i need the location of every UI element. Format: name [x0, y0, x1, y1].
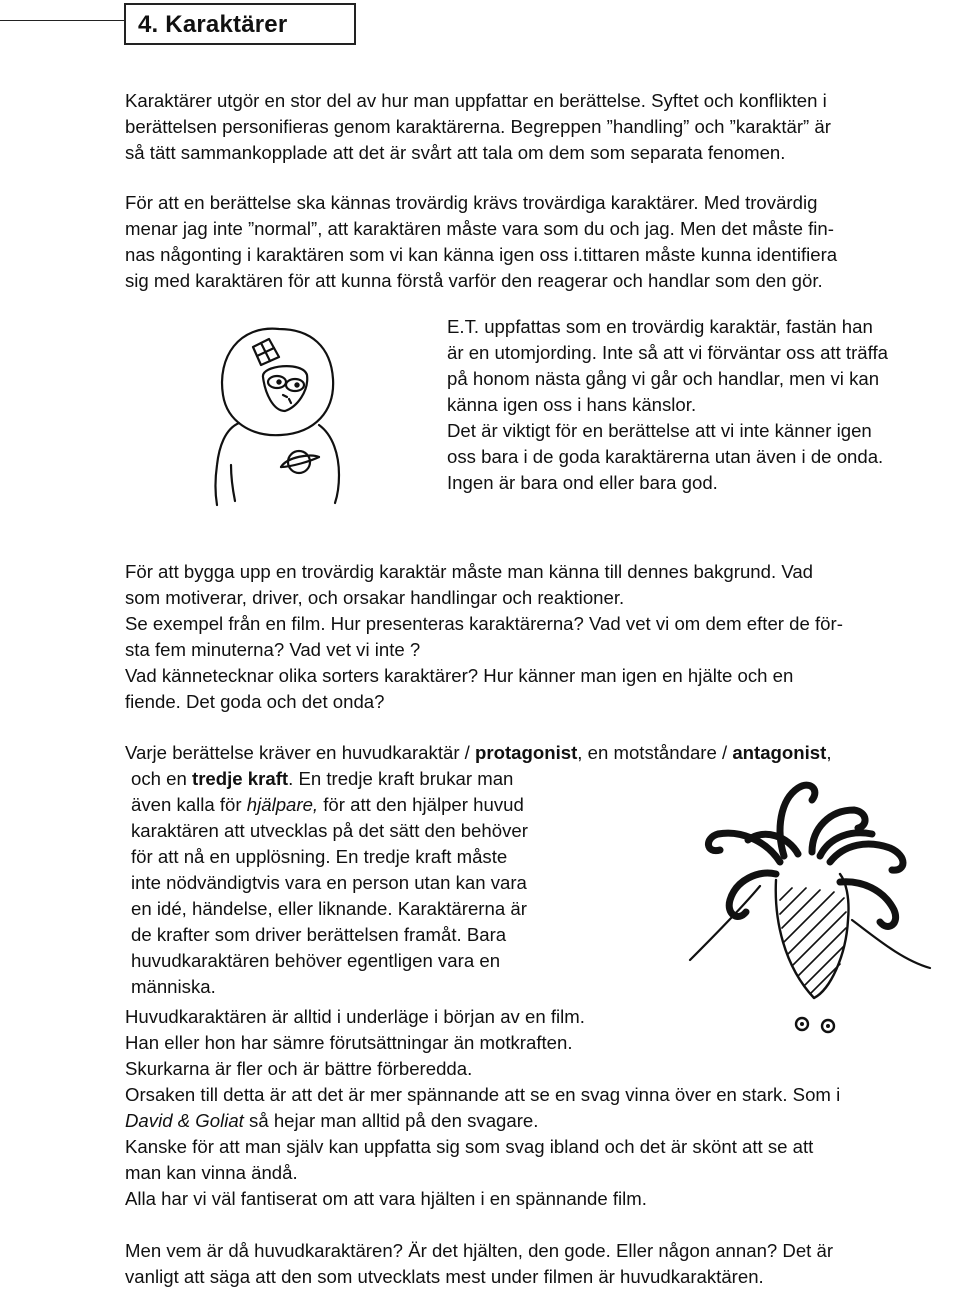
text-line: sig med karaktären för att kunna förstå varför den reagerar och handlar som den gör. [125, 270, 823, 291]
text-line: Se exempel från en film. Hur presenteras karaktärerna? Vad vet vi om dem efter de för- [125, 613, 843, 634]
term-antagonist: antagonist [732, 742, 827, 763]
text-line: sta fem minuterna? Vad vet vi inte ? [125, 639, 421, 660]
text-line: karaktären att utvecklas på det sätt den behöver [131, 820, 528, 841]
term-protagonist: protagonist [475, 742, 578, 763]
paragraph-third-force [131, 766, 528, 1000]
term-helper: hjälpare, [246, 794, 319, 815]
paragraph-conclusion [125, 1238, 833, 1290]
text-line: huvudkaraktären behöver egentligen vara en [131, 950, 501, 971]
paragraph-credibility [125, 190, 837, 294]
text-line: människa. [131, 976, 216, 997]
text-line: berättelsen personifieras genom karaktärerna. Begreppen ”handling” och ”karaktär” är [125, 116, 831, 137]
text-line: Karaktärer utgör en stor del av hur man uppfattar en berättelse. Syftet och konflikten i [125, 90, 827, 111]
text-line: Huvudkaraktären är alltid i underläge i början av en film. [125, 1006, 585, 1027]
paragraph-intro [125, 88, 831, 166]
text-line: och en tredje kraft. En tredje kraft brukar man [131, 768, 514, 789]
text-line: en idé, händelse, eller liknande. Karaktärerna är [131, 898, 527, 919]
text-line: även kalla för hjälpare, för att den hjälper huvud [131, 794, 524, 815]
text-line: Ingen är bara ond eller bara god. [447, 472, 718, 493]
david-goliat: David & Goliat [125, 1110, 244, 1131]
text-line: vanligt att säga att den som utvecklats mest under filmen är huvudkaraktären. [125, 1266, 764, 1287]
text-line: oss bara i de goda karaktärerna utan även i de onda. [447, 446, 884, 467]
text-line: Han eller hon har sämre förutsättningar än motkraften. [125, 1032, 573, 1053]
text-line: Men vem är då huvudkaraktären? Är det hjälten, den gode. Eller någon annan? Det är [125, 1240, 834, 1261]
text-line: känna igen oss i hans känslor. [447, 394, 697, 415]
text-line: Skurkarna är fler och är bättre förberedda. [125, 1058, 473, 1079]
text-line: fiende. Det goda och det onda? [125, 691, 385, 712]
text-line: För att bygga upp en trovärdig karaktär måste man känna till dennes bakgrund. Vad [125, 561, 814, 582]
text-line: nas någonting i karaktären som vi kan känna igen oss i.tittaren måste kunna identifiera [125, 244, 838, 265]
text-line: Det är viktigt för en berättelse att vi inte känner igen [447, 420, 872, 441]
text-line: för att nå en upplösning. En tredje kraft måste [131, 846, 508, 867]
alien-astronaut-illustration [195, 315, 360, 513]
text-line: Varje berättelse kräver en huvudkaraktär / protagonist, en motståndare / antagonist, [125, 742, 832, 763]
text-line: Kanske för att man själv kan uppfatta sig som svag ibland och det är skönt att se att [125, 1136, 814, 1157]
text-line: de krafter som driver berättelsen framåt. Bara [131, 924, 507, 945]
text-line: så tätt sammankopplade att det är svårt att tala om dem som separata fenomen. [125, 142, 786, 163]
paragraph-et [447, 314, 888, 496]
text-line: på honom nästa gång vi går och handlar, men vi kan [447, 368, 880, 389]
text-line: menar jag inte ”normal”, att karaktären måste vara som du och jag. Men det måste fin- [125, 218, 834, 239]
term-third-force: tredje kraft [192, 768, 289, 789]
text-line: Alla har vi väl fantiserat om att vara hjälten i en spännande film. [125, 1188, 647, 1209]
section-heading: 4. Karaktärer [138, 11, 288, 38]
paragraph-background [125, 559, 843, 715]
paragraph-underdog [125, 1004, 840, 1212]
heading-rule [0, 20, 125, 21]
text-line: som motiverar, driver, och orsakar handlingar och reaktioner. [125, 587, 625, 608]
text-line: David & Goliat så hejar man alltid på den svagare. [125, 1110, 539, 1131]
text-line: man kan vinna ändå. [125, 1162, 298, 1183]
paragraph-protagonist [125, 740, 832, 766]
section-heading-box [124, 3, 356, 45]
text-line: inte nödvändigtvis vara en person utan kan vara [131, 872, 527, 893]
text-line: Vad kännetecknar olika sorters karaktärer? Hur känner man igen en hjälte och en [125, 665, 794, 686]
text-line: För att en berättelse ska kännas trovärdig krävs trovärdiga karaktärer. Med trovärdig [125, 192, 818, 213]
text-line: är en utomjording. Inte så att vi förväntar oss att träffa [447, 342, 888, 363]
text-line: Orsaken till detta är att det är mer spännande att se en svag vinna över en stark. Som i [125, 1084, 841, 1105]
text-line: E.T. uppfattas som en trovärdig karaktär, fastän han [447, 316, 873, 337]
